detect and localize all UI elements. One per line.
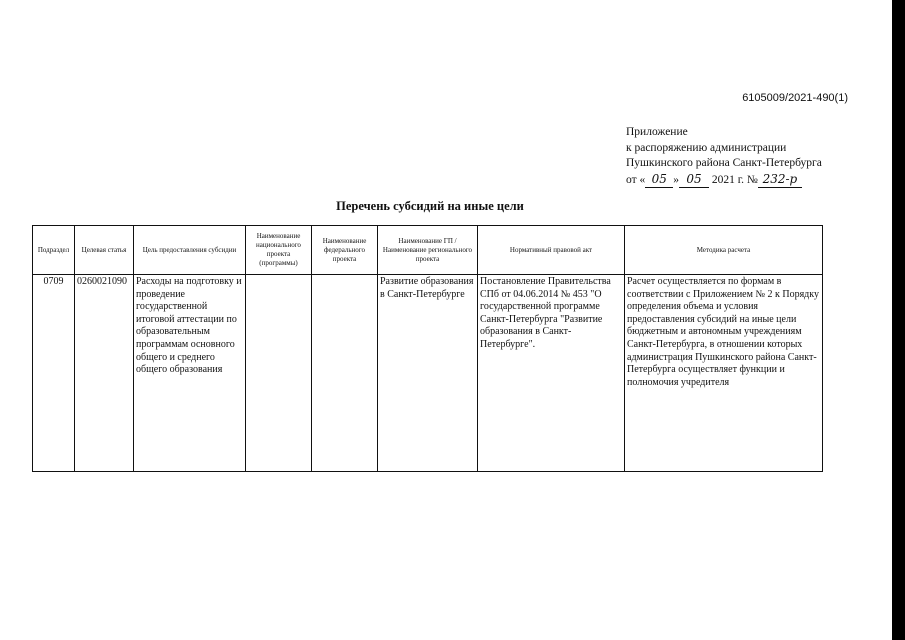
cell-section: 0709	[33, 275, 75, 472]
header-federal-project: Наименование федерального проекта	[312, 226, 378, 275]
date-prefix: от «	[626, 173, 646, 186]
appendix-block	[626, 125, 846, 188]
handwritten-day: 05	[645, 172, 673, 189]
header-section: Подраздел	[33, 226, 75, 275]
cell-national-project	[246, 275, 312, 472]
header-gp-regional: Наименование ГП / Наименование регионального проекта	[378, 226, 478, 275]
document-id: 6105009/2021-490(1)	[742, 92, 848, 104]
handwritten-month: 05	[679, 172, 709, 189]
appendix-line: Приложение	[626, 126, 688, 138]
appendix-line: к распоряжению администрации	[626, 141, 787, 154]
cell-method: Расчет осуществляется по формам в соответствии с Приложением № 2 к Порядку определения объема и условия предоставления субсидий на иные цели бюджетным и автономным учреждениям Санкт-Петербурга, в отношении которых администрация Пушкинского района Санкт-Петербурга осуществляет функции и полномочия учредителя	[625, 275, 823, 472]
cell-federal-project	[312, 275, 378, 472]
appendix-date-line	[626, 172, 846, 189]
date-day-close: »	[673, 173, 679, 186]
cell-target-article: 0260021090	[75, 275, 134, 472]
cell-purpose: Расходы на подготовку и проведение государственной итоговой аттестации по образовательным программам основного общего и среднего общего образования	[134, 275, 246, 472]
cell-gp-regional: Развитие образования в Санкт-Петербурге	[378, 275, 478, 472]
header-legal-act: Нормативный правовой акт	[478, 226, 625, 275]
header-purpose: Цель предоставления субсидии	[134, 226, 246, 275]
handwritten-number: 232-р	[758, 172, 802, 189]
subsidies-table	[32, 225, 823, 472]
cell-legal-act: Постановление Правительства СПб от 04.06.2014 № 453 "О государственной программе Санкт-Петербурга "Развитие образования в Санкт-Петербурге".	[478, 275, 625, 472]
header-method: Методика расчета	[625, 226, 823, 275]
header-national-project: Наименование национального проекта (программы)	[246, 226, 312, 275]
appendix-line: Пушкинского района Санкт-Петербурга	[626, 157, 822, 169]
scan-border	[892, 0, 905, 640]
table-row	[33, 275, 823, 472]
table-header-row	[33, 226, 823, 275]
document-title: Перечень субсидий на иные цели	[336, 199, 524, 213]
date-year: 2021 г. №	[711, 173, 758, 186]
header-target-article: Целевая статья	[75, 226, 134, 275]
